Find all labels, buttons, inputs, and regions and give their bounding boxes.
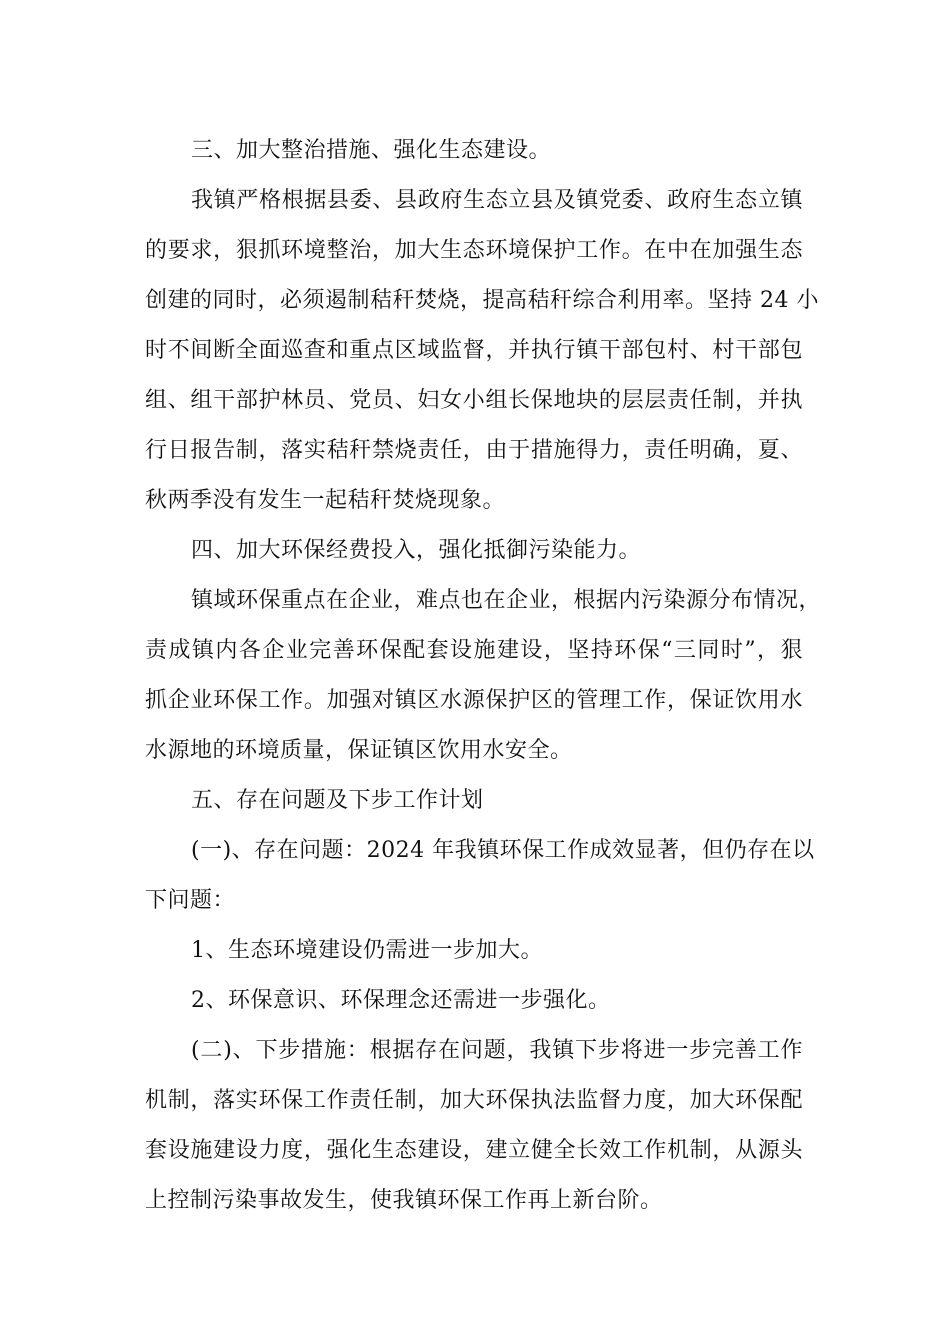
paragraph-line: (二)、下步措施：根据存在问题，我镇下步将进一步完善工作: [191, 1038, 803, 1063]
paragraph-line: 水源地的环境质量，保证镇区饮用水安全。: [145, 738, 573, 763]
list-item: 1、生态环境建设仍需进一步加大。: [191, 938, 543, 963]
paragraph-line: 责成镇内各企业完善环保配套设施建设，坚持环保“三同时”，狠: [145, 638, 803, 663]
paragraph-line: (一)、存在问题：2024 年我镇环保工作成效显著，但仍存在以: [191, 838, 815, 863]
paragraph-line: 下问题：: [145, 888, 236, 913]
paragraph-line: 镇域环保重点在企业，难点也在企业，根据内污染源分布情况，: [191, 588, 822, 613]
paragraph-line: 的要求，狠抓环境整治，加大生态环境保护工作。在中在加强生态: [145, 238, 803, 263]
section-heading-5: 五、存在问题及下步工作计划: [191, 788, 484, 813]
paragraph-line: 行日报告制，落实秸秆禁烧责任，由于措施得力，责任明确，夏、: [145, 438, 803, 463]
paragraph-line: 套设施建设力度，强化生态建设，建立健全长效工作机制，从源头: [145, 1138, 803, 1163]
section-heading-3: 三、加大整治措施、强化生态建设。: [191, 138, 552, 163]
paragraph-line: 抓企业环保工作。加强对镇区水源保护区的管理工作，保证饮用水: [145, 688, 803, 713]
list-item: 2、环保意识、环保理念还需进一步强化。: [191, 988, 611, 1013]
paragraph-line: 我镇严格根据县委、县政府生态立县及镇党委、政府生态立镇: [191, 188, 803, 213]
paragraph-line: 创建的同时，必须遏制秸秆焚烧，提高秸秆综合利用率。坚持 24 小: [145, 288, 819, 313]
paragraph-line: 机制，落实环保工作责任制，加大环保执法监督力度，加大环保配: [145, 1088, 803, 1113]
section-heading-4: 四、加大环保经费投入，强化抵御污染能力。: [191, 538, 642, 563]
paragraph-line: 时不间断全面巡查和重点区域监督，并执行镇干部包村、村干部包: [145, 338, 803, 363]
paragraph-line: 组、组干部护林员、党员、妇女小组长保地块的层层责任制，并执: [145, 388, 803, 413]
paragraph-line: 上控制污染事故发生，使我镇环保工作再上新台阶。: [145, 1188, 663, 1213]
paragraph-line: 秋两季没有发生一起秸秆焚烧现象。: [145, 488, 506, 513]
